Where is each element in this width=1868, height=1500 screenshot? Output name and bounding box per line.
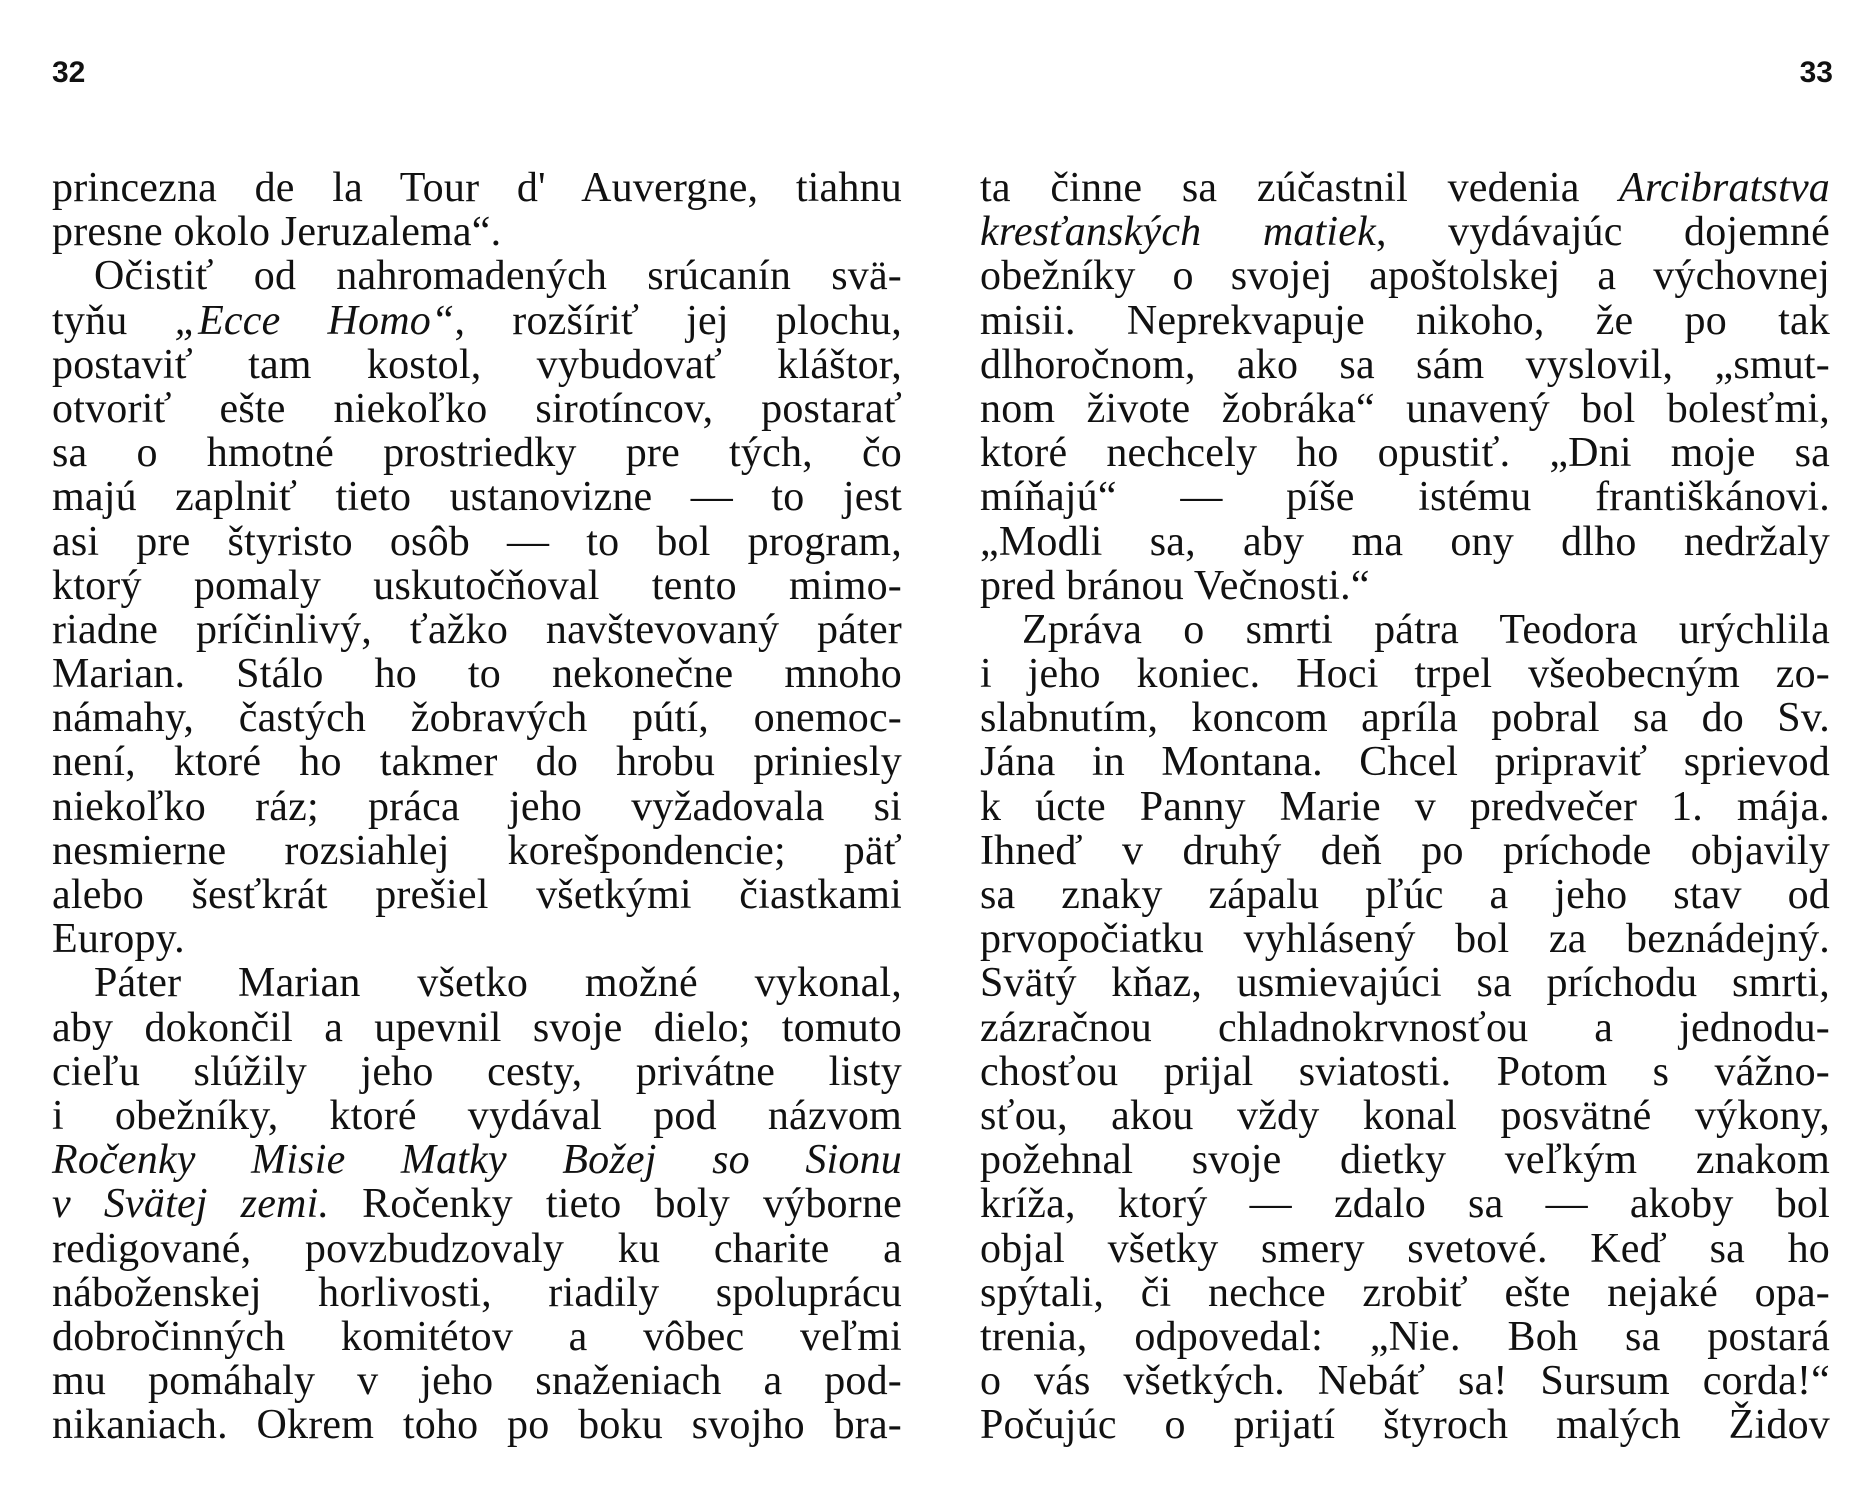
text-line: Marian. Stálo ho to nekonečne mnoho bbox=[52, 651, 902, 698]
page-number-right: 33 bbox=[1799, 56, 1833, 89]
text-line: požehnal svoje dietky veľkým znakom bbox=[980, 1137, 1830, 1184]
text-line bbox=[52, 299, 902, 343]
text-line: ktorý pomaly uskutočňoval tento mimo- bbox=[52, 562, 902, 609]
text-line: Počujúc o prijatí štyroch malých Židov bbox=[980, 1402, 1830, 1449]
text-line: míňajú“ — píše istému františkánovi. bbox=[980, 474, 1830, 521]
italic-title: Ročenky Misie Matky Božej so Sionu bbox=[52, 1137, 902, 1184]
text-line: obežníky o svojej apoštolskej a výchovnej bbox=[980, 253, 1830, 300]
text-line: nom živote žobráka“ unavený bol bolesťmi, bbox=[980, 385, 1830, 432]
right-page-text-column bbox=[980, 166, 1830, 1447]
text-line: alebo šesťkrát prešiel všetkými čiastkami bbox=[52, 872, 902, 918]
text-line: postaviť tam kostol, vybudovať kláštor, bbox=[52, 341, 902, 388]
text-line: pred bránou Večnosti.“ bbox=[980, 562, 1370, 609]
text-line bbox=[980, 210, 1830, 254]
text-line: Svätý kňaz, usmievajúci sa príchodu smrti, bbox=[980, 960, 1830, 1007]
text-line: trenia, odpovedal: „Nie. Boh sa postará bbox=[980, 1313, 1830, 1360]
text-line: Europy. bbox=[52, 916, 185, 963]
text-line: i obežníky, ktoré vydával pod názvom bbox=[52, 1092, 902, 1139]
line-text-segment: tyňu bbox=[52, 297, 175, 344]
text-line: k úcte Panny Marie v predvečer 1. mája. bbox=[980, 783, 1830, 830]
text-line: spýtali, či nechce zrobiť ešte nejaké opa- bbox=[980, 1269, 1830, 1316]
text-line: náboženskej horlivosti, riadily spoluprácu bbox=[52, 1269, 902, 1316]
text-line: presne okolo Jeruzalema“. bbox=[52, 209, 502, 256]
text-line: o vás všetkých. Nebáť sa! Sursum corda!“ bbox=[980, 1358, 1830, 1405]
text-line: riadne príčinlivý, ťažko navštevovaný páter bbox=[52, 606, 902, 653]
text-line: sa o hmotné prostriedky pre tých, čo bbox=[52, 430, 902, 477]
text-line: Jána in Montana. Chcel pripraviť sprievod bbox=[980, 739, 1830, 786]
text-line: niekoľko ráz; práca jeho vyžadovala si bbox=[52, 783, 902, 830]
line-text-segment: ta činne sa zúčastnil vedenia bbox=[980, 165, 1620, 211]
text-line: námahy, častých žobravých pútí, onemoc- bbox=[52, 695, 902, 742]
text-line bbox=[52, 1182, 902, 1226]
text-line: prvopočiatku vyhlásený bol za beznádejný. bbox=[980, 916, 1830, 963]
text-line: ktoré nechcely ho opustiť. „Dni moje sa bbox=[980, 430, 1830, 477]
italic-title: v Svätej zemi. bbox=[52, 1181, 330, 1228]
text-line: Páter Marian všetko možné vykonal, bbox=[94, 960, 902, 1007]
text-line: redigované, povzbudzovaly ku charite a bbox=[52, 1225, 902, 1272]
text-line: aby dokončil a upevnil svoje dielo; tomuto bbox=[52, 1004, 902, 1051]
line-text-segment: , rozšíriť jej plochu, bbox=[454, 297, 902, 344]
text-line: sa znaky zápalu pľúc a jeho stav od bbox=[980, 872, 1830, 918]
italic-title: Arcibratstva bbox=[1619, 165, 1830, 211]
text-line bbox=[52, 1138, 902, 1182]
page-number-left: 32 bbox=[52, 56, 86, 89]
text-line: zázračnou chladnokrvnosťou a jednodu- bbox=[980, 1004, 1830, 1051]
text-line: „Modli sa, aby ma ony dlho nedržaly bbox=[980, 518, 1830, 565]
text-line: chosťou prijal sviatosti. Potom s vážno- bbox=[980, 1048, 1830, 1095]
text-line: majú zaplniť tieto ustanovizne — to jest bbox=[52, 474, 902, 521]
left-page-text-column bbox=[52, 166, 902, 1447]
text-line: misii. Neprekvapuje nikoho, že po tak bbox=[980, 297, 1830, 344]
text-line: objal všetky smery svetové. Keď sa ho bbox=[980, 1225, 1830, 1272]
text-line: cieľu slúžily jeho cesty, privátne listy bbox=[52, 1048, 902, 1095]
text-line: otvoriť ešte niekoľko sirotíncov, postarať bbox=[52, 385, 902, 432]
italic-title: „Ecce Homo“ bbox=[174, 297, 455, 344]
line-text-segment: , vydávajúc dojemné bbox=[1375, 209, 1831, 256]
text-line: slabnutím, koncom apríla pobral sa do Sv. bbox=[980, 695, 1830, 742]
text-line: mu pomáhaly v jeho snaženiach a pod- bbox=[52, 1358, 902, 1405]
line-text-segment: Ročenky tieto boly výborne bbox=[329, 1181, 902, 1228]
italic-title: kresťanských matiek bbox=[980, 209, 1376, 256]
text-line: asi pre štyristo osôb — to bol program, bbox=[52, 518, 902, 565]
text-line bbox=[980, 166, 1830, 210]
text-line: dlhoročnom, ako sa sám vyslovil, „smut- bbox=[980, 341, 1830, 388]
text-line: dobročinných komitétov a vôbec veľmi bbox=[52, 1313, 902, 1360]
text-line: Zpráva o smrti pátra Teodora urýchlila bbox=[1022, 606, 1830, 653]
text-line: princezna de la Tour d' Auvergne, tiahnu bbox=[52, 165, 902, 211]
text-line: Očistiť od nahromadených srúcanín svä- bbox=[94, 253, 902, 300]
text-line: sťou, akou vždy konal posvätné výkony, bbox=[980, 1092, 1830, 1139]
text-line: Ihneď v druhý deň po príchode objavily bbox=[980, 827, 1830, 874]
text-line: nesmierne rozsiahlej korešpondencie; päť bbox=[52, 827, 902, 874]
text-line: i jeho koniec. Hoci trpel všeobecným zo- bbox=[980, 651, 1830, 698]
text-line: není, ktoré ho takmer do hrobu priniesly bbox=[52, 739, 902, 786]
text-line: kríža, ktorý — zdalo sa — akoby bol bbox=[980, 1181, 1830, 1228]
text-line: nikaniach. Okrem toho po boku svojho bra- bbox=[52, 1402, 902, 1449]
